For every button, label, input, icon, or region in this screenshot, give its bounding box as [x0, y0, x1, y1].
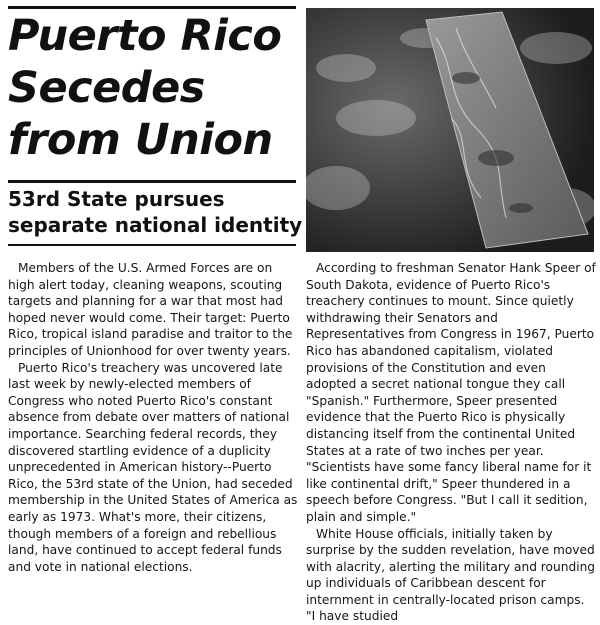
- headline-line: Secedes: [8, 62, 304, 114]
- article-column-left: [8, 260, 298, 575]
- paragraph: According to freshman Senator Hank Speer of South Dakota, evidence of Puerto Rico's treachery continues to mount. Since quietly withdrawing their Senators and Representatives from Congress in 1967, Puerto Rico has abandoned capitalism, violated provisions of the Constitution and even adopted a secret national tongue they call "Spanish." Furthermore, Speer presented evidence that the Puerto Rico is physically distancing itself from the continental United States at a rate of two inches per year. "Scientists have some fancy liberal name for it like continental drift," Speer thundered in a speech before Congress. "But I call it sedition, plain and simple.": [306, 260, 596, 526]
- article-column-right: [306, 260, 596, 625]
- paragraph: White House officials, initially taken by surprise by the sudden revelation, have moved with alacrity, alerting the military and rounding up individuals of Caribbean descent for internment in centrally-located prison camps. "I have studied: [306, 526, 596, 625]
- subhead-line: 53rd State pursues: [8, 186, 304, 212]
- headline-line: Puerto Rico: [8, 10, 304, 62]
- satellite-image-icon: [306, 8, 594, 252]
- subhead-rule: [8, 244, 296, 246]
- headline-rule: [8, 180, 296, 183]
- paragraph: Members of the U.S. Armed Forces are on high alert today, cleaning weapons, scouting targets and planning for a war that most had hoped never would come. Their target: Puerto Rico, tropical island paradise and traitor to the principles of Unionhood for over twenty years.: [8, 260, 298, 360]
- paragraph: Puerto Rico's treachery was uncovered late last week by newly-elected members of Congress who noted Puerto Rico's constant absence from debate over matters of national importance. Searching federal records, they discovered startling evidence of a duplicity unprecedented in American history--Puerto Rico, the 53rd state of the Union, had seceded membership in the United States of America as early as 1973. What's more, their citizens, though members of a foreign and rebellious land, have continued to accept federal funds and vote in national elections.: [8, 360, 298, 576]
- top-rule: [8, 6, 296, 9]
- headline: [8, 10, 304, 166]
- headline-line: from Union: [8, 114, 304, 166]
- subhead: [8, 186, 304, 238]
- subhead-line: separate national identity: [8, 212, 304, 238]
